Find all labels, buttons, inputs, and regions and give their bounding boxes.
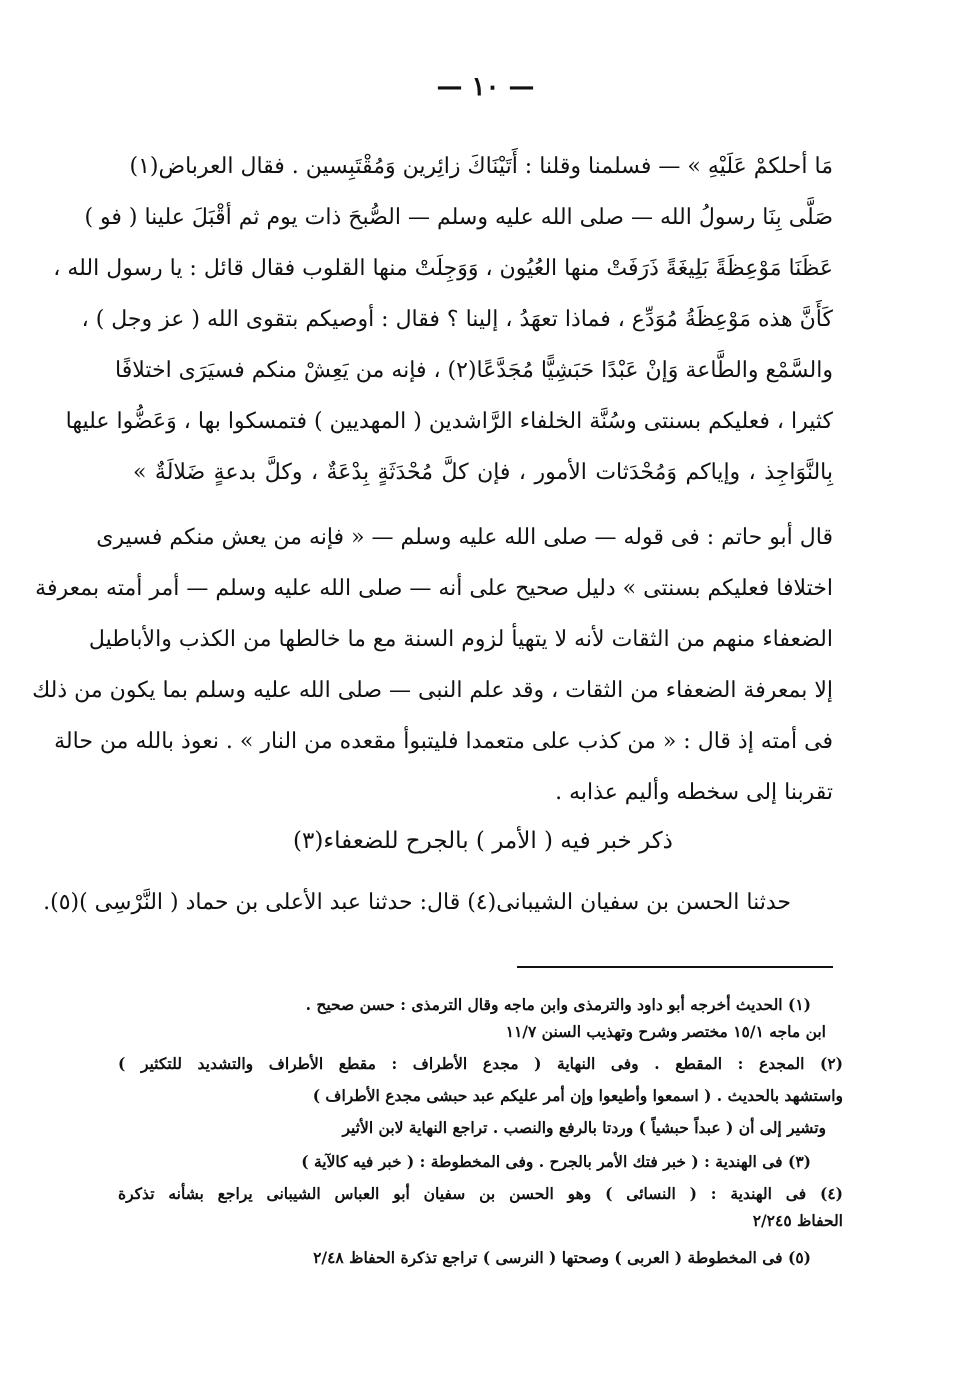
body-line-4: كَأَنَّ هذه مَوْعِظَةُ مُوَدِّع ، فماذا تعهَدُ ، إلينا ؟ فقال : أوصيكم بتقوى الله ( عز وجل ) ، xyxy=(81,307,833,332)
body-line-2: صَلَّى بِنَا رسولُ الله — صلى الله عليه وسلم — الصُّبحَ ذات يوم ثم أقْبَلَ علينا ( فو ) xyxy=(84,205,833,230)
body-line-1: مَا أحلكمْ عَلَيْهِ » — فسلمنا وقلنا : أَتَيْنَاكَ زائِرين وَمُقْتَبِسين . فقال العرباض(١) xyxy=(129,154,833,179)
footnote-line-4: واستشهد بالحديث . ( اسمعوا وأطيعوا وإن أمر عليكم عبد حبشى مجدع الأطراف ) xyxy=(312,1086,843,1105)
page-number: — ١٠ — xyxy=(436,72,535,102)
footnote-line-7: (٤) فى الهندية : ( النسائى ) وهو الحسن بن سفيان أبو العباس الشيبانى يراجع بشأنه تذكرة xyxy=(118,1184,843,1203)
footnote-line-6: (٣) فى الهندية : ( خبر فتك الأمر بالجرح . وفى المخطوطة : ( خبر فيه كالآية ) xyxy=(301,1152,811,1171)
footnote-line-1: (١) الحديث أخرجه أبو داود والترمذى وابن ماجه وقال الترمذى : حسن صحيح . xyxy=(305,995,811,1014)
footnote-line-3: (٢) المجدع : المقطع . وفى النهاية ( مجدع الأطراف : مقطع الأطراف والتشديد للتكثير ) xyxy=(118,1054,843,1073)
footnote-line-8: الحفاظ ٢/٢٤٥ xyxy=(752,1211,843,1230)
footnote-separator xyxy=(517,966,833,968)
isnad-line: حدثنا الحسن بن سفيان الشيبانى(٤) قال: حدثنا عبد الأعلى بن حماد ( النَّرْسِى )(٥). xyxy=(43,890,791,915)
footnote-line-9: (٥) فى المخطوطة ( العربى ) وصحتها ( النرسى ) تراجع تذكرة الحفاظ ٢/٤٨ xyxy=(313,1248,811,1267)
body-line-6: كثيرا ، فعليكم بسنتى وسُنَّة الخلفاء الرَّاشدين ( المهديين ) فتمسكوا بها ، وَعَضُّوا عليها xyxy=(65,409,833,434)
body-line-10: الضعفاء منهم من الثقات لأنه لا يتهيأ لزوم السنة مع ما خالطها من الكذب والأباطيل xyxy=(88,627,833,652)
body-line-12: فى أمته إذ قال : « من كذب على متعمدا فليتبوأ مقعده من النار » . نعوذ بالله من حالة xyxy=(54,729,833,754)
body-line-5: والسَّمْع والطَّاعة وَإنْ عَبْدًا حَبَشِيًّا مُجَدَّعًا(٢) ، فإنه من يَعِشْ منكم فسيَرَى اختلافًا xyxy=(114,358,833,383)
body-line-3: عَظَنَا مَوْعِظَةً بَلِيغَةً ذَرَفَتْ منها العُيُون ، وَوَجِلَتْ منها القلوب فقال قائل : يا رسول الله ، xyxy=(53,256,833,281)
body-line-13: تقربنا إلى سخطه وأليم عذابه . xyxy=(555,780,833,805)
body-line-11: إلا بمعرفة الضعفاء من الثقات ، وقد علم النبى — صلى الله عليه وسلم بما يكون من ذلك xyxy=(32,678,833,703)
body-line-8: قال أبو حاتم : فى قوله — صلى الله عليه وسلم — « فإنه من يعش منكم فسيرى xyxy=(96,525,833,550)
body-line-9: اختلافا فعليكم بسنتى » دليل صحيح على أنه — صلى الله عليه وسلم — أمر أمته بمعرفة xyxy=(35,576,833,601)
footnote-line-5: وتشير إلى أن ( عبداً حبشياً ) وردتا بالرفع والنصب . تراجع النهاية لابن الأثير xyxy=(342,1118,826,1137)
body-line-7: بِالنَّوَاجِذ ، وإياكم وَمُحْدَثات الأمور ، فإن كلَّ مُحْدَثَةٍ بِدْعَةٌ ، وكلَّ بدعةٍ ضَلالَةٌ » xyxy=(133,460,833,485)
section-heading: ذكر خبر فيه ( الأمر ) بالجرح للضعفاء(٣) xyxy=(293,828,673,854)
footnote-line-2: ابن ماجه ١٥/١ مختصر وشرح وتهذيب السنن ١١/٧ xyxy=(505,1022,826,1041)
